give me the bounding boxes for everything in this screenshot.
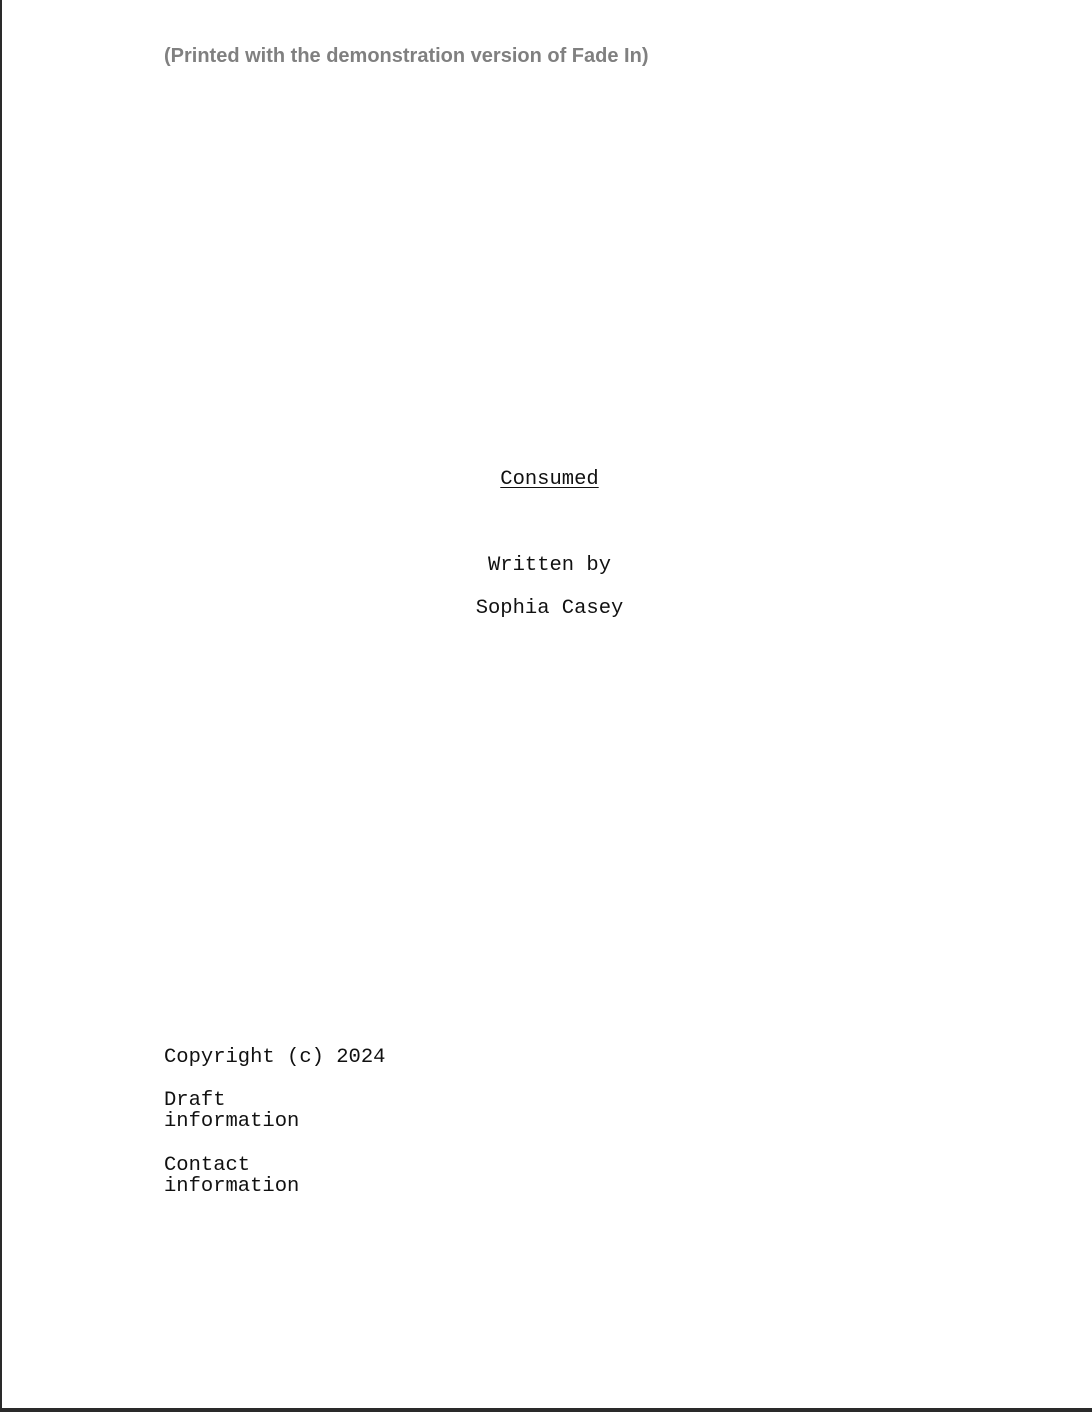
draft-information: Draft information	[164, 1089, 300, 1133]
screenplay-title-text: Consumed	[500, 468, 599, 491]
contact-information: Contact information	[164, 1154, 300, 1198]
author-name: Sophia Casey	[475, 597, 624, 620]
screenplay-title	[2, 469, 1092, 490]
written-by-label: Written by	[487, 554, 612, 577]
demo-watermark: (Printed with the demonstration version of Fade In)	[164, 45, 649, 67]
copyright-notice: Copyright (c) 2024	[164, 1046, 386, 1069]
